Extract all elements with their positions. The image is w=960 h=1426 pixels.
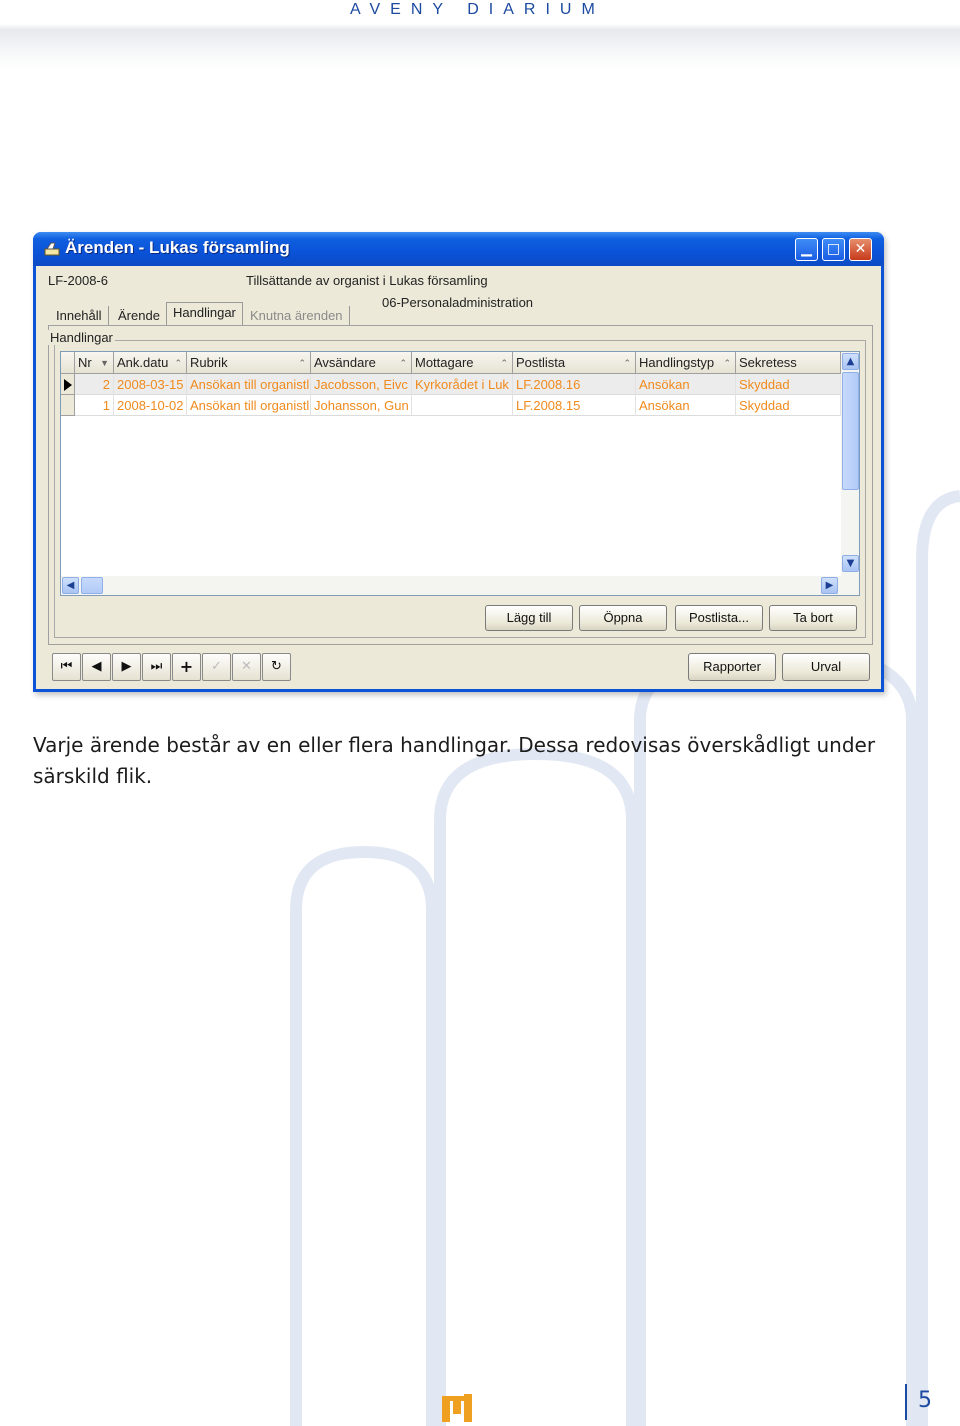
cell-date[interactable]: 2008-03-15 — [114, 374, 187, 395]
add-document-button[interactable]: Lägg till — [485, 605, 573, 631]
footer-divider — [905, 1384, 907, 1420]
window-title: Ärenden - Lukas församling — [65, 238, 290, 257]
minimize-button[interactable] — [795, 238, 818, 261]
grid-header — [61, 352, 841, 374]
sort-icon: ⌃ — [723, 358, 731, 368]
cell-handlingstyp[interactable]: Ansökan — [636, 395, 736, 416]
column-header-ank-datum[interactable]: Ank.datu ⌃ — [114, 352, 187, 374]
table-row[interactable] — [61, 374, 841, 395]
remove-document-button[interactable]: Ta bort — [769, 605, 857, 631]
chevron-up-icon: ▲ — [846, 356, 855, 367]
arch-shape — [296, 852, 432, 1426]
cell-postlista[interactable]: LF.2008.16 — [513, 374, 636, 395]
scroll-left-button[interactable] — [62, 577, 79, 594]
maximize-button[interactable] — [822, 238, 845, 261]
maximize-icon: □ — [826, 241, 841, 257]
arenden-window — [33, 232, 884, 692]
cell-nr[interactable]: 2 — [75, 374, 114, 395]
next-record-button[interactable] — [112, 653, 141, 681]
arch-shape — [440, 754, 632, 1426]
chevron-right-icon: ▶ — [825, 580, 834, 591]
first-record-icon: ⏮ — [60, 659, 73, 674]
window-titlebar[interactable] — [33, 232, 884, 266]
edit-record-button[interactable] — [202, 653, 231, 681]
row-selector[interactable] — [61, 374, 75, 395]
sort-icon: ⌃ — [174, 358, 182, 368]
scroll-right-button[interactable] — [821, 577, 838, 594]
chevron-left-icon: ◀ — [66, 580, 75, 591]
cell-rubrik[interactable]: Ansökan till organistl — [187, 374, 311, 395]
sort-icon: ⌃ — [399, 358, 407, 368]
column-header-sekretess[interactable]: Sekretess — [736, 352, 841, 374]
logo-icon — [440, 1392, 476, 1422]
previous-record-icon: ◀ — [91, 659, 102, 674]
cancel-record-button[interactable] — [232, 653, 261, 681]
cell-nr[interactable]: 1 — [75, 395, 114, 416]
vertical-scrollbar[interactable] — [841, 352, 860, 595]
column-header-rubrik[interactable]: Rubrik ⌃ — [187, 352, 311, 374]
add-record-button[interactable] — [172, 653, 201, 681]
table-row[interactable] — [61, 395, 841, 416]
column-header-mottagare[interactable]: Mottagare ⌃ — [412, 352, 513, 374]
horizontal-scroll-thumb[interactable] — [81, 577, 103, 594]
cell-avsandare[interactable]: Jacobsson, Eivc — [311, 374, 412, 395]
next-record-icon: ▶ — [121, 659, 132, 674]
app-icon — [43, 240, 61, 258]
column-header-postlista[interactable]: Postlista ⌃ — [513, 352, 636, 374]
figure-caption: Varje ärende består av en eller flera handlingar. Dessa redovisas överskådligt under särskild flik. — [33, 733, 876, 788]
case-classification: 06-Personaladministration — [382, 295, 534, 310]
column-header-nr[interactable]: Nr ▼ — [75, 352, 114, 374]
edit-record-icon: ✓ — [211, 659, 222, 674]
tab-innehall[interactable]: Innehåll — [50, 306, 109, 326]
cell-mottagare[interactable]: Kyrkorådet i Luk — [412, 374, 513, 395]
sort-icon: ⌃ — [623, 358, 631, 368]
first-record-button[interactable] — [52, 653, 81, 681]
cell-rubrik[interactable]: Ansökan till organistl — [187, 395, 311, 416]
minimize-icon: ▁ — [801, 241, 812, 257]
postlist-button[interactable]: Postlista... — [675, 605, 763, 631]
horizontal-scrollbar[interactable] — [61, 576, 841, 595]
last-record-icon: ⏭ — [150, 659, 163, 674]
cell-postlista[interactable]: LF.2008.15 — [513, 395, 636, 416]
open-document-button[interactable]: Öppna — [579, 605, 667, 631]
record-navigation-bar — [48, 649, 873, 685]
scroll-down-button[interactable] — [842, 555, 859, 572]
case-id: LF-2008-6 — [48, 273, 108, 288]
cell-sekretess[interactable]: Skyddad — [736, 395, 841, 416]
scroll-up-button[interactable] — [842, 353, 859, 370]
cell-date[interactable]: 2008-10-02 — [114, 395, 187, 416]
cell-avsandare[interactable]: Johansson, Gun — [311, 395, 412, 416]
tab-handlingar[interactable]: Handlingar — [166, 302, 243, 326]
group-label: Handlingar — [50, 330, 113, 345]
brand-wordmark: AVENY DIARIUM — [350, 1, 605, 18]
page-number: 5 — [918, 1388, 932, 1413]
current-row-icon — [64, 379, 72, 391]
chevron-down-icon: ▼ — [846, 558, 855, 569]
sort-icon: ⌃ — [298, 358, 306, 368]
row-header-corner — [61, 352, 75, 374]
refresh-icon: ↻ — [271, 659, 282, 674]
tab-knutna-arenden[interactable]: Knutna ärenden — [244, 306, 350, 326]
previous-record-button[interactable] — [82, 653, 111, 681]
documents-grid[interactable] — [60, 351, 860, 596]
cell-mottagare[interactable] — [412, 395, 513, 416]
close-icon: ✕ — [854, 241, 867, 257]
cell-sekretess[interactable]: Skyddad — [736, 374, 841, 395]
close-button[interactable] — [849, 238, 872, 261]
case-title: Tillsättande av organist i Lukas församling — [246, 273, 488, 288]
selection-button[interactable]: Urval — [782, 653, 870, 681]
column-header-handlingstyp[interactable]: Handlingstyp ⌃ — [636, 352, 736, 374]
add-record-icon: + — [179, 657, 194, 676]
sort-icon: ▼ — [100, 358, 109, 368]
vertical-scroll-thumb[interactable] — [842, 372, 859, 490]
arch-shape — [922, 496, 960, 1426]
refresh-button[interactable] — [262, 653, 291, 681]
tab-arende[interactable]: Ärende — [112, 306, 167, 326]
sort-icon: ⌃ — [500, 358, 508, 368]
reports-button[interactable]: Rapporter — [688, 653, 776, 681]
cell-handlingstyp[interactable]: Ansökan — [636, 374, 736, 395]
cancel-record-icon: ✕ — [241, 659, 252, 674]
column-header-avsandare[interactable]: Avsändare ⌃ — [311, 352, 412, 374]
last-record-button[interactable] — [142, 653, 171, 681]
row-selector[interactable] — [61, 395, 75, 416]
